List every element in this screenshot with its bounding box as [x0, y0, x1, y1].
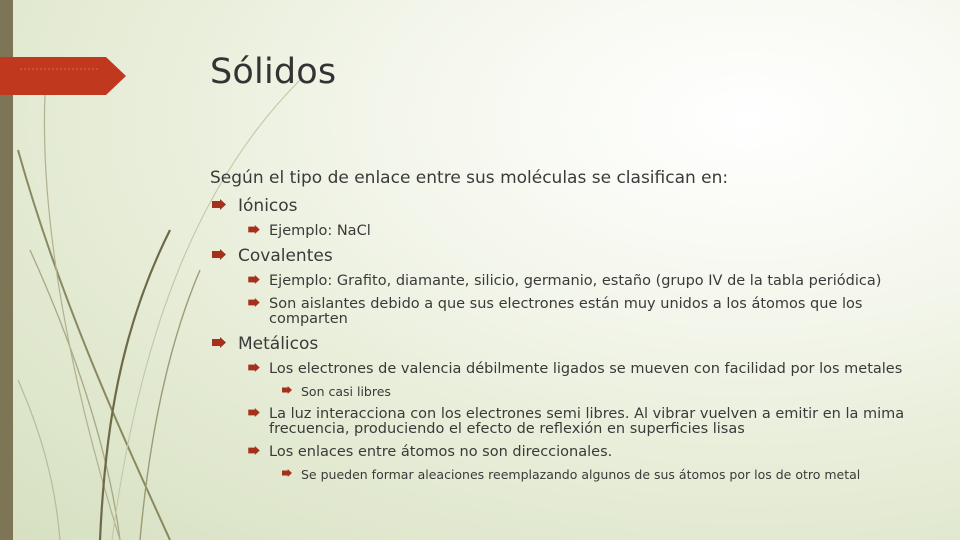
list-item-metalicos-luz [210, 407, 920, 437]
list-item-metalicos-libres [210, 385, 920, 399]
arrow-bullet-icon [248, 363, 260, 372]
slide-body [210, 167, 920, 482]
arrow-bullet-icon [282, 469, 292, 477]
covalentes-aislantes-text: Son aislantes debido a que sus electrones están muy unidos a los átomos que los comparten [269, 296, 863, 327]
metalicos-electrones-text: Los electrones de valencia débilmente ligados se mueven con facilidad por los metales [269, 361, 903, 377]
metalicos-aleaciones-text: Se pueden formar aleaciones reemplazando algunos de sus átomos por los de otro metal [301, 467, 861, 482]
arrow-bullet-icon [248, 298, 260, 307]
list-item-covalentes-aislantes [210, 297, 920, 327]
arrow-bullet-icon [212, 249, 226, 260]
metalicos-heading: Metálicos [238, 334, 319, 354]
ionicos-heading: Iónicos [238, 196, 298, 216]
list-item-metalicos [210, 334, 920, 354]
metalicos-enlaces-text: Los enlaces entre átomos no son direccionales. [269, 444, 613, 460]
list-item-ionicos-example [210, 224, 920, 239]
list-item-covalentes [210, 246, 920, 266]
arrow-bullet-icon [248, 275, 260, 284]
arrow-bullet-icon [212, 337, 226, 348]
metalicos-luz-text: La luz interacciona con los electrones semi libres. Al vibrar vuelven a emitir en la mima frecuencia, produciendo el efecto de reflexión en superficies lisas [269, 406, 905, 437]
list-item-covalentes-example [210, 274, 920, 289]
list-item-metalicos-aleaciones [210, 468, 920, 482]
arrow-bullet-icon [212, 199, 226, 210]
list-item-metalicos-enlaces [210, 445, 920, 460]
arrow-bullet-icon [248, 446, 260, 455]
metalicos-libres-text: Son casi libres [301, 384, 391, 399]
slide-title: Sólidos [210, 52, 337, 92]
list-item-ionicos [210, 196, 920, 216]
intro-text: Según el tipo de enlace entre sus moléculas se clasifican en: [210, 168, 729, 188]
arrow-bullet-icon [248, 225, 260, 234]
list-item-metalicos-electrones [210, 362, 920, 377]
title-tab-arrow [0, 57, 126, 95]
covalentes-example-text: Ejemplo: Grafito, diamante, silicio, germanio, estaño (grupo IV de la tabla periódica) [269, 273, 882, 289]
arrow-bullet-icon [282, 386, 292, 394]
covalentes-heading: Covalentes [238, 246, 333, 266]
ionicos-example-text: Ejemplo: NaCl [269, 223, 371, 239]
arrow-bullet-icon [248, 408, 260, 417]
